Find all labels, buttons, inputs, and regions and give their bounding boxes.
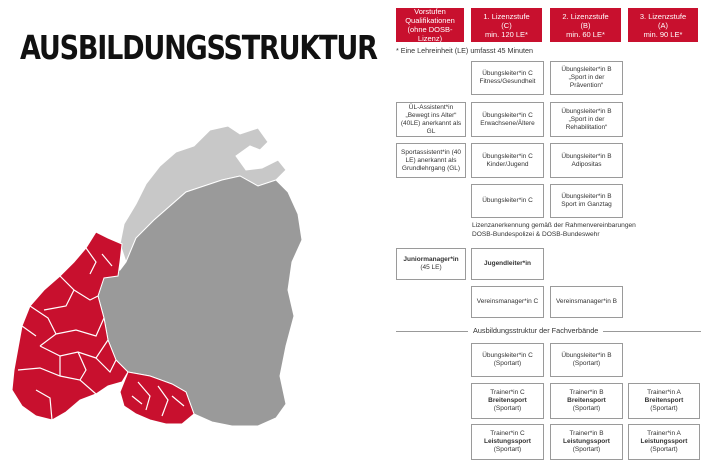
box-ul-c-kinder: Übungsleiter*in C Kinder/Jugend	[471, 143, 544, 178]
region-map	[0, 118, 305, 438]
box-sportassistent: Sportassistent*in (40 LE) anerkannt als Grundlehrgang (GL)	[396, 143, 466, 178]
box-trainer-a-leistungssport: Trainer*in A Leistungssport (Sportart)	[628, 424, 700, 460]
box-trainer-c-leistungssport: Trainer*in C Leistungssport (Sportart)	[471, 424, 544, 460]
box-trainer-a-breitensport: Trainer*in A Breitensport (Sportart)	[628, 383, 700, 419]
box-fv-ul-c: Übungsleiter*in C (Sportart)	[471, 343, 544, 377]
header-lizenzstufe-3: 3. Lizenzstufe (A) min. 90 LE*	[628, 8, 698, 42]
box-vereinsmanager-c: Vereinsmanager*in C	[471, 286, 544, 318]
box-ul-b-adipositas: Übungsleiter*in B Adipositas	[550, 143, 623, 178]
box-ul-c-fitness: Übungsleiter*in C Fitness/Gesundheit	[471, 61, 544, 95]
box-ul-assistent: ÜL-Assistent*in „Bewegt ins Alter“ (40LE) anerkannt als GL	[396, 102, 466, 137]
box-trainer-c-breitensport: Trainer*in C Breitensport (Sportart)	[471, 383, 544, 419]
recognition-line-1: Lizenzanerkennung gemäß der Rahmenvereinbarungen	[472, 222, 636, 229]
box-trainer-b-breitensport: Trainer*in B Breitensport (Sportart)	[550, 383, 623, 419]
box-vereinsmanager-b: Vereinsmanager*in B	[550, 286, 623, 318]
header-lizenzstufe-2: 2. Lizenzstufe (B) min. 60 LE*	[550, 8, 621, 42]
section-title-fachverbaende: Ausbildungsstruktur der Fachverbände	[468, 326, 603, 335]
box-ul-c: Übungsleiter*in C	[471, 184, 544, 218]
box-ul-b-reha: Übungsleiter*in B „Sport in der Rehabilitation“	[550, 102, 623, 137]
header-vorstufen: Vorstufen Qualifikationen (ohne DOSB-Lizenz)	[396, 8, 464, 42]
header-lizenzstufe-1: 1. Lizenzstufe (C) min. 120 LE*	[471, 8, 542, 42]
recognition-line-2: DOSB-Bundespolizei & DOSB-Bundeswehr	[472, 231, 600, 238]
page-title: AUSBILDUNGSSTRUKTUR	[20, 28, 377, 67]
box-trainer-b-leistungssport: Trainer*in B Leistungssport (Sportart)	[550, 424, 623, 460]
box-ul-c-erwachsene: Übungsleiter*in C Erwachsene/Ältere	[471, 102, 544, 137]
box-jugendleiter: Jugendleiter*in	[471, 248, 544, 280]
footnote-le: * Eine Lehreinheit (LE) umfasst 45 Minuten	[396, 46, 534, 55]
box-juniormanager: Juniormanager*in (45 LE)	[396, 248, 466, 280]
box-ul-b-praevention: Übungsleiter*in B „Sport in der Prävention“	[550, 61, 623, 95]
box-fv-ul-b: Übungsleiter*in B (Sportart)	[550, 343, 623, 377]
box-ul-b-ganztag: Übungsleiter*in B Sport im Ganztag	[550, 184, 623, 218]
